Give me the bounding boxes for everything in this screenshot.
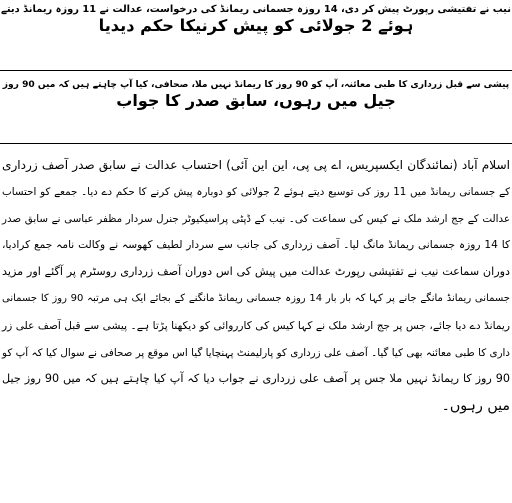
sub-headline xyxy=(0,80,512,111)
sub-headline-line-2: جیل میں رہوں، سابق صدر کا جواب xyxy=(116,91,396,111)
sub-headline-line-1: پیشی سے قبل زرداری کا طبی معائنہ، آپ کو 90 روز کا ریمانڈ نہیں ملا، صحافی، کیا آپ چاہتے ہیں کہ میں 90 روز xyxy=(2,80,510,90)
headline-divider xyxy=(0,70,512,71)
body-line: کے جسمانی ریمانڈ میں 11 روز کی توسیع دیتے ہوئے 2 جولائی کو دوبارہ پیش کرنے کا حکم دے دیا۔ جمعے کو احتساب xyxy=(2,185,510,198)
article-body xyxy=(2,152,510,420)
main-headline xyxy=(0,4,512,37)
body-line: عدالت کے جج ارشد ملک نے کیس کی سماعت کی۔ نیب کے ڈپٹی پراسیکیوٹر جنرل سردار مظفر عباسی نے سابق صدر xyxy=(2,212,510,225)
body-line: دوران سماعت نیب نے تفتیشی رپورٹ عدالت میں پیش کی اس دوران آصف زرداری روسٹرم پر آگئے اور مزید xyxy=(2,265,510,279)
body-line: 90 روز کا ریمانڈ نہیں ملا جس پر آصف علی زرداری نے جواب دیا کہ آپ کیا چاہتے ہیں کہ میں 90 روز جیل xyxy=(2,372,510,386)
body-line: ریمانڈ دے دیا جائے، جس پر جج ارشد ملک نے کہا کیس کی کارروائی کو دیکھنا پڑتا ہے۔ پیشی سے قبل آصف علی زر xyxy=(2,319,510,332)
body-line: داری کا طبی معائنہ بھی کیا گیا۔ آصف علی زرداری کو پارلیمنٹ پہنچایا گیا اس موقع پر صحافی نے سوال کیا کہ آپ کو xyxy=(2,346,510,359)
body-line: اسلام آباد (نمائندگان ایکسپریس، اے پی پی، این این آئی) احتساب عدالت نے سابق صدر آصف زرداری xyxy=(2,158,510,172)
body-line: میں رہوں۔ xyxy=(441,398,510,415)
main-headline-line-1: نیب نے تفتیشی رپورٹ پیش کر دی، 14 روزہ جسمانی ریمانڈ کی درخواست، عدالت نے 11 روزہ ریمانڈ دیتے xyxy=(1,4,511,15)
body-line: جسمانی ریمانڈ مانگے جانے پر کہا کہ بار بار 14 روزہ جسمانی ریمانڈ مانگنے کے بجائے ایک ہی مرتبہ 90 روز کا جسمانی xyxy=(2,292,510,304)
main-headline-line-2: ہوئے 2 جولائی کو پیش کرنیکا حکم دیدیا xyxy=(98,16,414,36)
subheadline-divider xyxy=(0,143,512,144)
body-line: کا 14 روزہ جسمانی ریمانڈ مانگ لیا۔ آصف زرداری کی جانب سے سردار لطیف کھوسہ نے وکالت نامہ جمع کرادیا، xyxy=(2,239,510,252)
